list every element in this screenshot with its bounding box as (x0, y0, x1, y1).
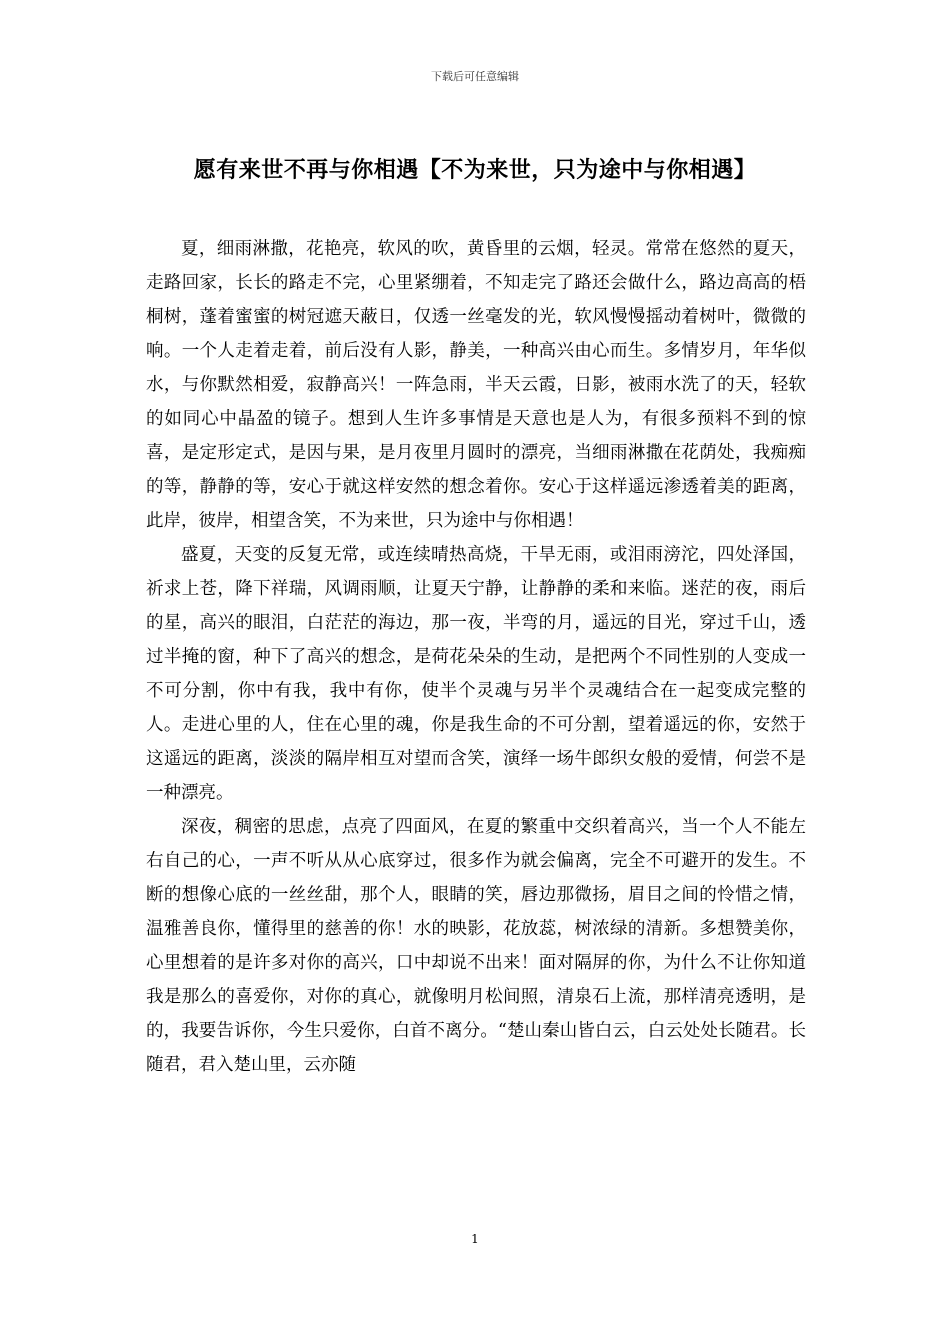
page-number: 1 (471, 1232, 479, 1246)
document-title: 愿有来世不再与你相遇【不为来世，只为途中与你相遇】 (193, 158, 757, 183)
paragraph-2: 盛夏，天变的反复无常，或连续晴热高烧，干旱无雨，或泪雨滂沱，四处泽国，祈求上苍，降下祥瑞，风调雨顺，让夏天宁静，让静静的柔和来临。迷茫的夜，雨后的星，高兴的眼泪，白茫茫的海边，那一夜，半弯的月，遥远的目光，穿过千山，透过半掩的窗，种下了高兴的想念，是荷花朵朵的生动，是把两个不同性别的人变成一不可分割，你中有我，我中有你，使半个灵魂与另半个灵魂结合在一起变成完整的人。走进心里的人，住在心里的魂，你是我生命的不可分割，望着遥远的你，安然于这遥远的距离，淡淡的隔岸相互对望而含笑，演绎一场牛郎织女般的爱情，何尝不是一种漂亮。 (146, 545, 806, 803)
document-body (146, 232, 806, 1082)
paragraph-3: 深夜，稠密的思虑，点亮了四面风，在夏的繁重中交织着高兴，当一个人不能左右自己的心，一声不听从从心底穿过，很多作为就会偏离，完全不可避开的发生。不断的想像心底的一丝丝甜，那个人，眼睛的笑，唇边那微扬，眉目之间的怜惜之情，温雅善良你，懂得里的慈善的你！水的映影，花放蕊，树浓绿的清新。多想赞美你，心里想着的是许多对你的高兴，口中却说不出来！面对隔屏的你，为什么不让你知道我是那么的喜爱你，对你的真心，就像明月松间照，清泉石上流，那样清亮透明，是的，我要告诉你，今生只爱你，白首不离分。“楚山秦山皆白云，白云处处长随君。长随君，君入楚山里，云亦随 (146, 817, 806, 1075)
header-note: 下载后可任意编辑 (431, 70, 519, 83)
paragraph-1: 夏，细雨淋撒，花艳亮，软风的吹，黄昏里的云烟，轻灵。常常在悠然的夏天，走路回家，长长的路走不完，心里紧绷着，不知走完了路还会做什么，路边高高的梧桐树，蓬着蜜蜜的树冠遮天蔽日，仅透一丝毫发的光，软风慢慢摇动着树叶，微微的响。一个人走着走着，前后没有人影，静美，一种高兴由心而生。多情岁月，年华似水，与你默然相爱，寂静高兴！一阵急雨，半天云霞，日影，被雨水洗了的天，轻软的如同心中晶盈的镜子。想到人生许多事情是天意也是人为，有很多预料不到的惊喜，是定形定式，是因与果，是月夜里月圆时的漂亮，当细雨淋撒在花荫处，我痴痴的等，静静的等，安心于就这样安然的想念着你。安心于这样遥远渗透着美的距离，此岸，彼岸，相望含笑，不为来世，只为途中与你相遇！ (146, 239, 806, 531)
